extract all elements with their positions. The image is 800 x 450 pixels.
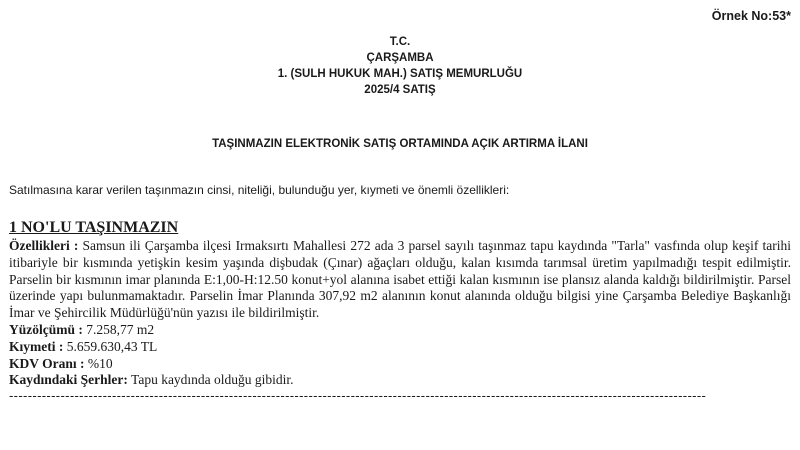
features-text: Samsun ili Çarşamba ilçesi Irmaksırtı Mahallesi 272 ada 3 parsel sayılı taşınmaz tapu kaydında "Tarla" vasfında olup keşif tarihi itibariyle bir kısmında yetişkin kesim yaşında dişbudak (Çınar) ağaçları olduğu, kalan kısımda tarımsal üretim yapılmadığı tespit edilmiştir. Parselin bir kısmının imar planında E:1,00-H:12.50 konut+yol alanına isabet ettiği kalan kısmının ise plansız alanda kaldığı bildirilmiştir. Parsel üzerinde yapı bulunmamaktadır. Parselin İmar Planında 307,92 m2 alanının konut alanında olduğu bilgisi yine Çarşamba Belediye Başkanlığı İmar ve Şehircilik Müdürlüğü'nün yazısı ile bildirilmiştir.	[9, 238, 791, 321]
intro-text: Satılmasına karar verilen taşınmazın cinsi, niteliği, bulunduğu yer, kıymeti ve önemli özellikleri:	[9, 183, 510, 197]
header-office: 1. (SULH HUKUK MAH.) SATIŞ MEMURLUĞU	[277, 68, 523, 80]
area-value: 7.258,77 m2	[82, 321, 155, 337]
annotations-row	[9, 372, 791, 389]
vat-value: %10	[84, 355, 113, 371]
form-number: Örnek No:53*	[711, 9, 791, 23]
header-case-number: 2025/4 SATIŞ	[364, 84, 436, 96]
value-amount: 5.659.630,43 TL	[63, 338, 158, 354]
vat-row	[9, 356, 791, 373]
document-header	[0, 34, 800, 98]
separator-line: -----------------------------------------------------------------------------------------------------------------------------------------------------	[9, 388, 707, 404]
property-heading: 1 NO'LU TAŞINMAZIN	[9, 219, 179, 236]
area-row	[9, 322, 791, 339]
annotations-label: Kaydındaki Şerhler:	[9, 372, 128, 388]
header-country: T.C.	[389, 36, 411, 48]
area-label: Yüzölçümü :	[9, 321, 83, 337]
notice-title: TAŞINMAZIN ELEKTRONİK SATIŞ ORTAMINDA AÇIK ARTIRMA İLANI	[212, 138, 588, 150]
features-paragraph	[9, 238, 791, 322]
value-row	[9, 339, 791, 356]
features-label: Özellikleri :	[9, 238, 79, 253]
vat-label: KDV Oranı :	[9, 355, 85, 371]
property-details	[9, 238, 791, 403]
annotations-value: Tapu kaydında olduğu gibidir.	[127, 372, 294, 388]
value-label: Kıymeti :	[9, 338, 64, 354]
header-district: ÇARŞAMBA	[366, 52, 434, 64]
